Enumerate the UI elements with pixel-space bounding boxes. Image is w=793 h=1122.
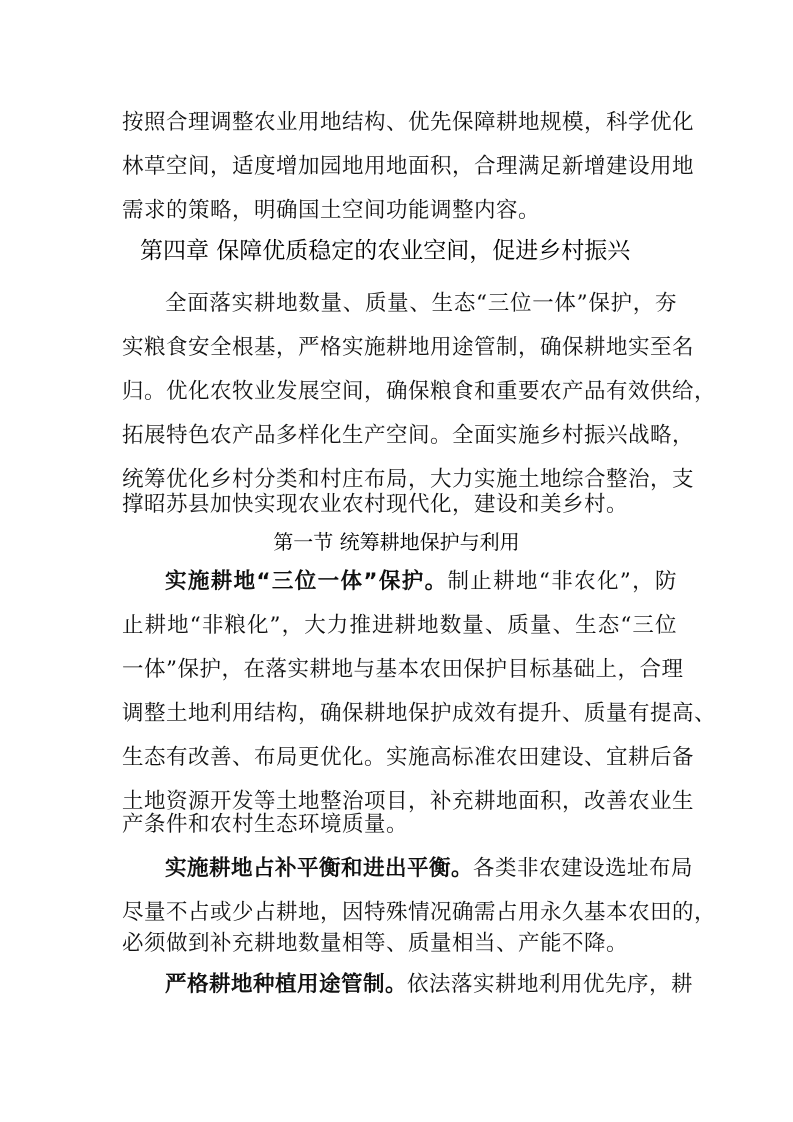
p3-first-rest: 依法落实耕地利用优先序，耕 xyxy=(407,972,694,997)
p2-heading: 实施耕地占补平衡和进出平衡。 xyxy=(165,856,474,881)
chapter-para-line-1: 全面落实耕地数量、质量、生态“三位一体”保护，夯 xyxy=(165,291,677,316)
p1-line-2: 止耕地“非粮化”，大力推进耕地数量、质量、生态“三位 xyxy=(122,613,677,638)
p3-heading: 严格耕地种植用途管制。 xyxy=(165,972,408,997)
p2-line-2: 尽量不占或少占耕地，因特殊情况确需占用永久基本农田的， xyxy=(122,900,717,925)
p2-line-3: 必须做到补充耕地数量相等、质量相当、产能不降。 xyxy=(122,931,629,956)
p3-first-line xyxy=(165,970,694,1000)
intro-line-1: 按照合理调整农业用地结构、优先保障耕地规模，科学优化 xyxy=(122,110,695,135)
p2-first-line xyxy=(165,854,694,884)
chapter-para-line-3: 归。优化农牧业发展空间，确保粮食和重要农产品有效供给， xyxy=(122,379,717,404)
p1-first-line xyxy=(165,567,677,597)
chapter-title: 第四章 保障优质稳定的农业空间，促进乡村振兴 xyxy=(140,238,631,264)
p1-line-3: 一体”保护，在落实耕地与基本农田保护目标基础上，合理 xyxy=(122,657,684,682)
p1-line-4: 调整土地利用结构，确保耕地保护成效有提升、质量有提高、 xyxy=(122,701,717,726)
chapter-para-line-4: 拓展特色农产品多样化生产空间。全面实施乡村振兴战略， xyxy=(122,423,695,448)
p1-line-7: 产条件和农村生态环境质量。 xyxy=(122,812,409,837)
section-title: 第一节 统筹耕地保护与利用 xyxy=(273,530,520,554)
chapter-para-line-5: 统筹优化乡村分类和村庄布局，大力实施土地综合整治，支 xyxy=(122,467,695,492)
p1-heading: 实施耕地“三位一体”保护。 xyxy=(165,569,448,594)
intro-line-3: 需求的策略，明确国土空间功能调整内容。 xyxy=(122,198,541,223)
chapter-para-line-6: 撑昭苏县加快实现农业农村现代化，建设和美乡村。 xyxy=(122,492,629,517)
p1-first-rest: 制止耕地“非农化”，防 xyxy=(447,569,678,594)
p1-line-6: 土地资源开发等土地整治项目，补充耕地面积，改善农业生 xyxy=(122,789,695,814)
intro-line-2: 林草空间，适度增加园地用地面积，合理满足新增建设用地 xyxy=(122,154,695,179)
p2-first-rest: 各类非农建设选址布局 xyxy=(473,856,694,881)
chapter-para-line-2: 实粮食安全根基，严格实施耕地用途管制，确保耕地实至名 xyxy=(122,335,695,360)
p1-line-5: 生态有改善、布局更优化。实施高标准农田建设、宜耕后备 xyxy=(122,745,695,770)
